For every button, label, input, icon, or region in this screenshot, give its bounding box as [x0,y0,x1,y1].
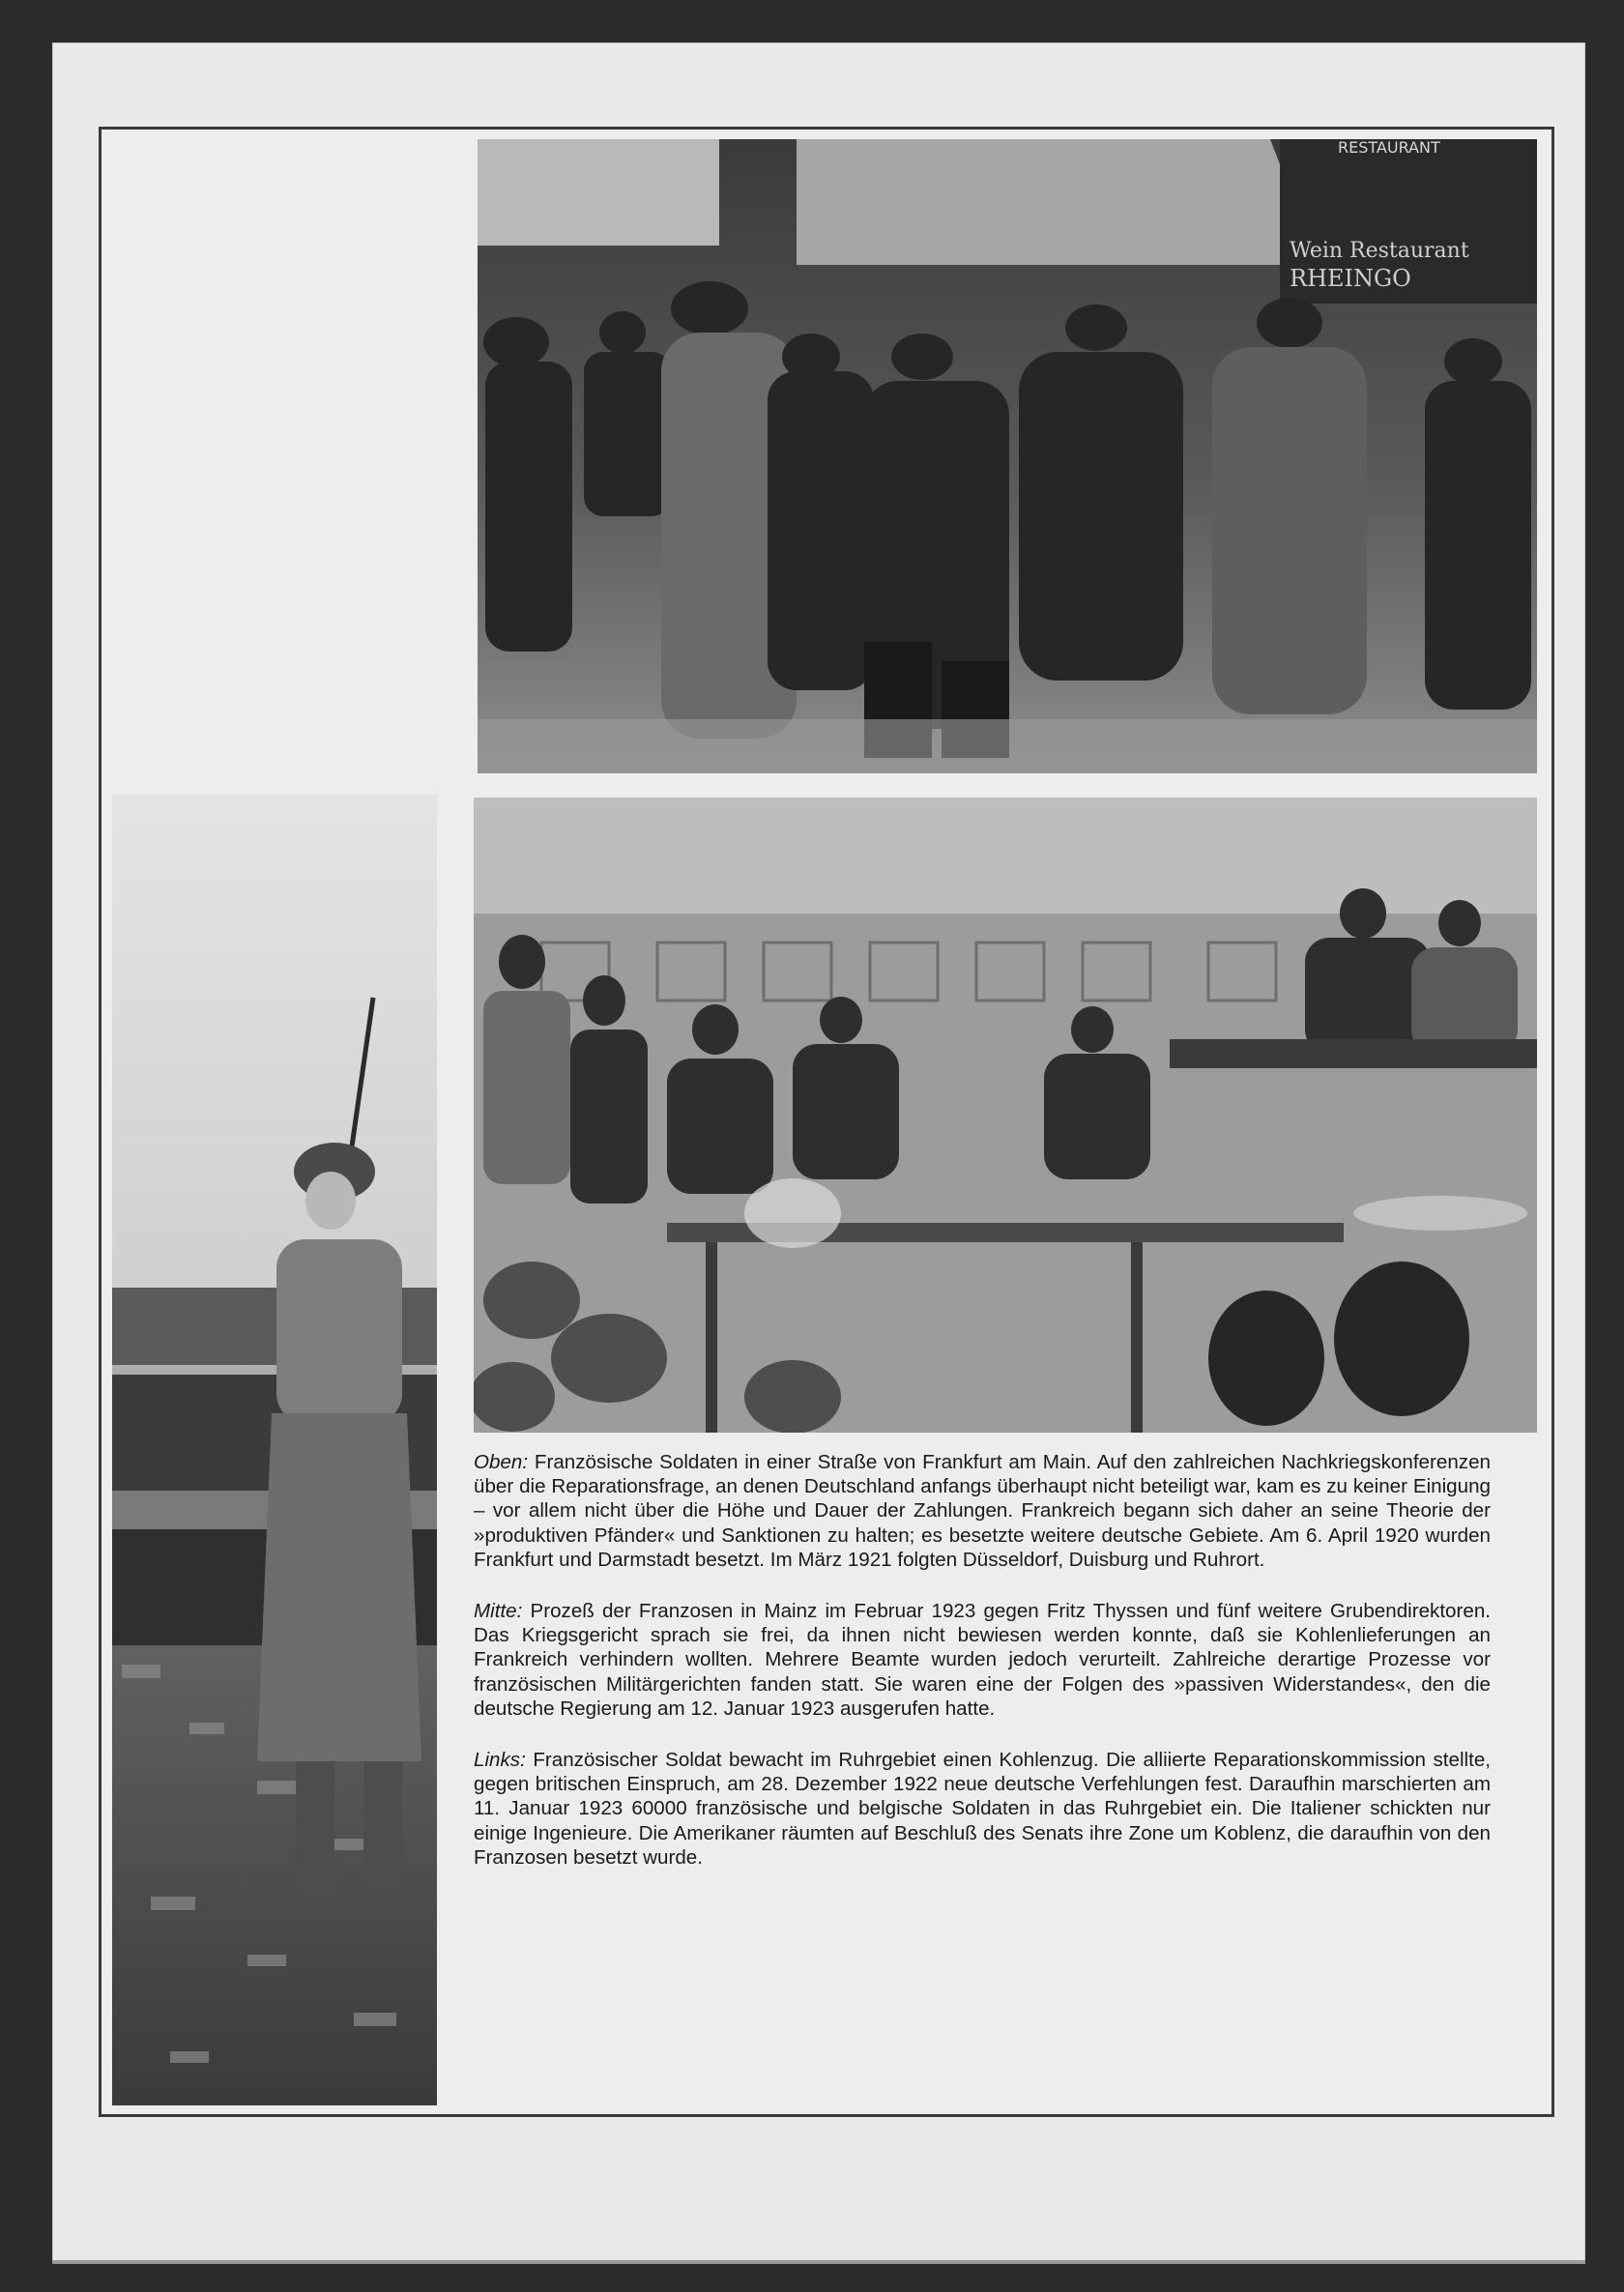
caption-lead: Oben: [474,1451,529,1473]
caption-middle [474,1599,1491,1721]
photo-soldier-coal-train [112,795,437,2105]
caption-block [474,1450,1491,1897]
caption-top [474,1450,1491,1572]
album-bottom-edge [52,2260,1585,2264]
photo-soldiers-frankfurt [478,139,1537,773]
sign-text-1: Wein Restaurant [1290,239,1469,263]
caption-text: Französischer Soldat bewacht im Ruhrgebiet einen Kohlenzug. Die alliierte Reparationskommission stellte, gegen britischen Einspruch, am 28. Dezember 1922 neue deutsche Verfehlungen fest. Daraufhin marschierten am 11. Januar 1923 60000 französische und belgische Soldaten in das Ruhrgebiet ein. Die Italiener schickten nur einige Ingenieure. Die Amerikaner räumten auf Beschluß des Senats ihre Zone um Koblenz, die daraufhin von den Franzosen besetzt wurde. [474,1749,1491,1869]
sign-text-2: RHEINGO [1290,265,1411,292]
caption-text: Prozeß der Franzosen in Mainz im Februar 1923 gegen Fritz Thyssen und fünf weitere Grubendirektoren. Das Kriegsgericht sprach sie frei, da ihnen nicht bewiesen werden konnte, daß sie Kohlenlieferungen an Frankreich verhindern wollten. Mehrere Beamte wurden jedoch verurteilt. Zahlreiche derartige Prozesse vor französischen Militärgerichten fanden statt. Sie waren eine der Folgen des »passiven Widerstandes«, den die deutsche Regierung am 12. Januar 1923 ausgerufen hatte. [474,1600,1491,1720]
caption-lead: Links: [474,1749,526,1772]
sign-text-top: RESTAURANT [1338,139,1440,157]
photo-trial-mainz [474,798,1537,1433]
caption-text: Französische Soldaten in einer Straße von Frankfurt am Main. Auf den zahlreichen Nachkriegskonferenzen über die Reparationsfrage, an denen Deutschland anfangs überhaupt nicht beteiligt war, kam es zu keiner Einigung – vor allem nicht über die Höhe und Dauer der Zahlungen. Frankreich begann sich daher an seine Theorie der »produktiven Pfänder« und Sanktionen zu halten; es besetzte weitere deutsche Gebiete. Am 6. April 1920 wurden Frankfurt und Darmstadt besetzt. Im März 1921 folgten Düsseldorf, Duisburg und Ruhrort. [474,1451,1491,1571]
caption-lead: Mitte: [474,1600,523,1623]
caption-left [474,1748,1491,1870]
